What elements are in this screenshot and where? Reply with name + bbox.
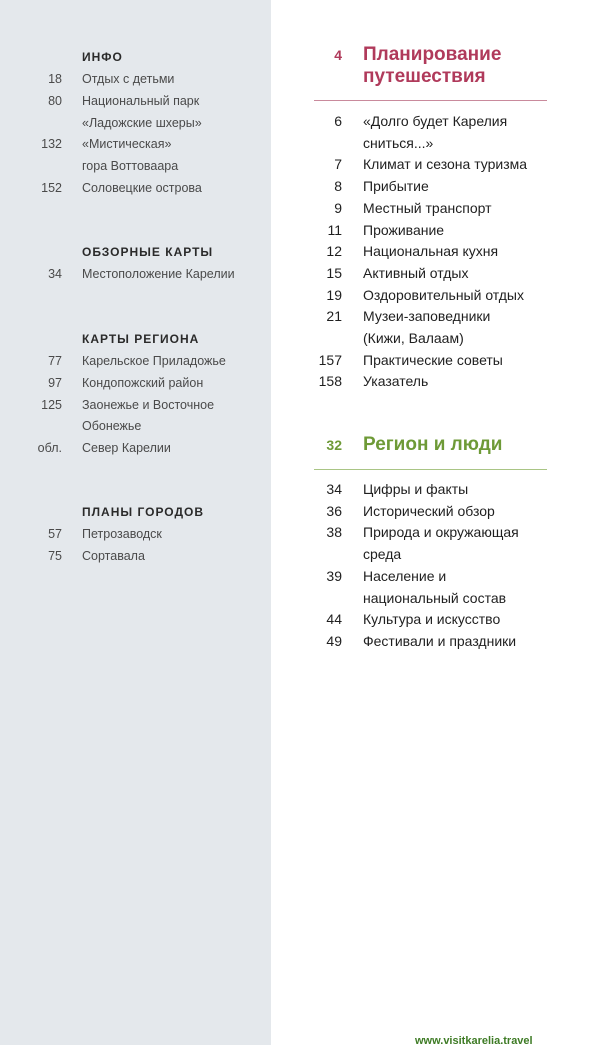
page-number: 38 — [326, 524, 342, 540]
entry-title: (Кижи, Валаам) — [363, 330, 464, 346]
page-number: 34 — [326, 481, 342, 497]
page-number: 77 — [48, 354, 62, 368]
list-item[interactable] — [0, 352, 614, 374]
page-number: 11 — [327, 222, 342, 238]
section-title-planning-line2[interactable]: путешествия — [363, 66, 486, 87]
entry-title: Цифры и факты — [363, 481, 469, 497]
entry-title: Климат и сезона туризма — [363, 156, 528, 172]
entry-title: гора Воттоваара — [82, 159, 179, 173]
entry-title: Отдых с детьми — [82, 72, 175, 86]
entry-title: Петрозаводск — [82, 527, 162, 541]
entry-title: среда — [363, 546, 402, 562]
page-number: 6 — [334, 113, 342, 129]
entry-title: Национальный парк — [82, 94, 200, 108]
page-number: 21 — [326, 308, 342, 324]
page-number: 15 — [326, 265, 342, 281]
page-number: 97 — [48, 376, 62, 390]
list-item[interactable] — [0, 481, 614, 503]
entry-title: сниться...» — [363, 135, 434, 151]
entry-title: «Ладожские шхеры» — [82, 116, 202, 130]
list-item[interactable] — [0, 222, 614, 244]
entry-title: Оздоровительный отдых — [363, 287, 524, 303]
page-number: 34 — [48, 267, 62, 281]
entry-title: Национальная кухня — [363, 243, 499, 259]
list-item[interactable] — [0, 440, 271, 462]
page-number: 157 — [318, 352, 342, 368]
list-item[interactable] — [0, 243, 614, 265]
section-title-region-maps: КАРТЫ РЕГИОНА — [82, 332, 200, 346]
page-number: 152 — [41, 181, 62, 195]
page-number: 19 — [326, 287, 342, 303]
page-number: 7 — [334, 156, 342, 172]
page-number: 44 — [326, 611, 342, 627]
list-item[interactable] — [0, 611, 614, 633]
entry-title: Население и — [363, 568, 447, 584]
entry-title: национальный состав — [363, 590, 507, 606]
entry-title: Указатель — [363, 373, 429, 389]
list-item[interactable] — [0, 178, 614, 200]
list-item[interactable] — [0, 135, 614, 157]
page-number: 75 — [48, 549, 62, 563]
list-item[interactable] — [0, 71, 271, 93]
page-number: 8 — [334, 178, 342, 194]
entry-title: Заонежье и Восточное — [82, 398, 215, 412]
list-item[interactable] — [0, 524, 614, 546]
entry-title: «Мистическая» — [82, 137, 172, 151]
entry-title: Обонежье — [82, 419, 142, 433]
entry-title: Карельское Приладожье — [82, 354, 226, 368]
list-item[interactable] — [0, 373, 614, 395]
entry-title: Местоположение Карелии — [82, 267, 235, 281]
page-number: 12 — [326, 243, 342, 259]
entry-title: Север Карелии — [82, 441, 171, 455]
entry-title: Проживание — [363, 222, 445, 238]
list-item[interactable] — [0, 93, 271, 115]
entry-title: Прибытие — [363, 178, 429, 194]
list-item[interactable] — [0, 590, 614, 612]
list-item[interactable] — [0, 546, 614, 568]
list-item[interactable] — [0, 113, 614, 135]
page-number: 49 — [326, 633, 342, 649]
list-item[interactable] — [0, 200, 614, 222]
page-number: обл. — [37, 441, 62, 455]
section-page-number[interactable]: 32 — [326, 437, 342, 453]
entry-title: Исторический обзор — [363, 503, 495, 519]
entry-title: «Долго будет Карелия — [363, 113, 508, 129]
list-item[interactable] — [0, 156, 614, 178]
footer-website-link[interactable]: www.visitkarelia.travel — [415, 1035, 533, 1047]
entry-title: Соловецкие острова — [82, 181, 202, 195]
section-divider — [314, 469, 547, 470]
section-title-city-plans: ПЛАНЫ ГОРОДОВ — [82, 505, 205, 519]
entry-title: Сортавала — [82, 549, 145, 563]
page-number: 9 — [334, 200, 342, 216]
page-number: 18 — [48, 72, 62, 86]
list-item[interactable] — [0, 503, 614, 525]
entry-title: Кондопожский район — [82, 376, 204, 390]
page-number: 132 — [41, 137, 62, 151]
entry-title: Музеи-заповедники — [363, 308, 491, 324]
section-page-number[interactable]: 4 — [334, 47, 342, 63]
entry-title: Практические советы — [363, 352, 503, 368]
list-item[interactable] — [0, 287, 614, 309]
section-title-overview-maps: ОБЗОРНЫЕ КАРТЫ — [82, 245, 214, 259]
section-title-info: ИНФО — [82, 50, 123, 64]
entry-title: Культура и искусство — [363, 611, 501, 627]
list-item[interactable] — [0, 418, 271, 440]
list-item[interactable] — [0, 330, 614, 352]
page-number: 36 — [326, 503, 342, 519]
list-item[interactable] — [0, 265, 614, 287]
page-number: 158 — [318, 373, 342, 389]
section-divider — [314, 100, 547, 101]
section-title-planning-line1[interactable]: Планирование — [363, 44, 502, 65]
entry-title: Активный отдых — [363, 265, 469, 281]
page-number: 125 — [41, 398, 62, 412]
list-item[interactable] — [0, 308, 614, 330]
entry-title: Фестивали и праздники — [363, 633, 517, 649]
page-number: 80 — [48, 94, 62, 108]
list-item[interactable] — [0, 568, 614, 590]
section-title-region[interactable]: Регион и люди — [363, 434, 503, 455]
entry-title: Природа и окружающая — [363, 524, 519, 540]
page-number: 57 — [48, 527, 62, 541]
page-number: 39 — [326, 568, 342, 584]
list-item[interactable] — [0, 633, 614, 655]
list-item[interactable] — [0, 397, 271, 419]
entry-title: Местный транспорт — [363, 200, 492, 216]
